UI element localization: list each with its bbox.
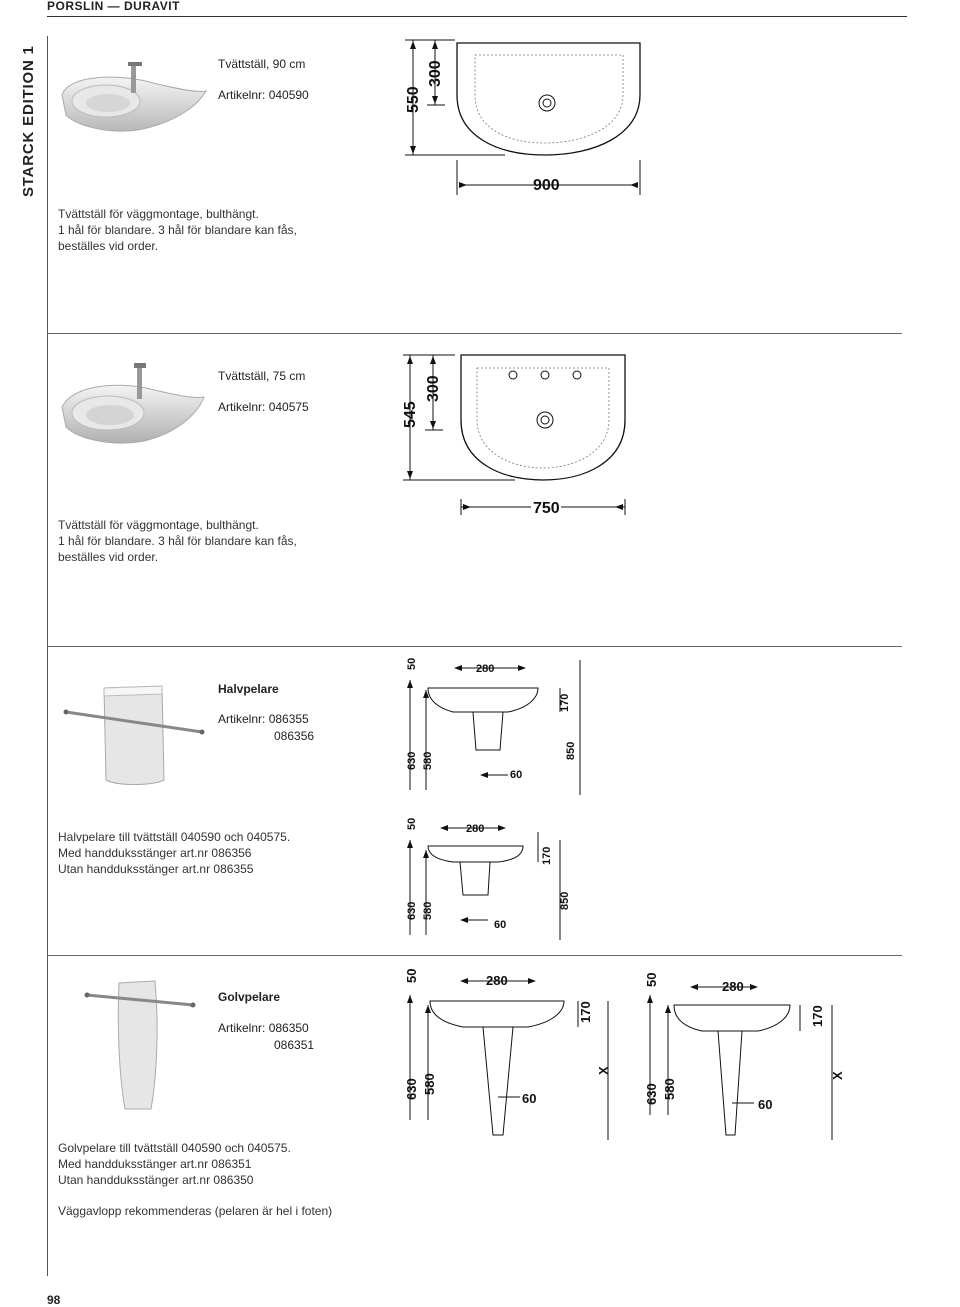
dim-depth: 300 [427,60,444,87]
dim-height: 545 [402,401,419,428]
dim-60: 60 [510,769,523,781]
product-description [58,206,297,254]
dim-x: X [830,1071,845,1080]
floor-pedestal-photo [85,975,195,1115]
dim-top: 50 [404,968,419,983]
artnr-label: Artikelnr: [218,400,266,414]
description-line: Tvättställ för väggmontage, bulthängt. [58,207,259,221]
product-description [58,1140,291,1188]
dim-630: 630 [406,751,418,770]
section-divider [47,646,902,647]
dim-top: 50 [406,817,418,830]
product-artnr [218,1021,309,1035]
washbasin-75-photo [58,355,208,455]
dim-60: 60 [758,1097,773,1112]
artnr-value: 040575 [268,400,309,414]
side-section-title: STARCK EDITION 1 [20,45,37,197]
product-artnr-2: 086351 [274,1038,315,1052]
product-note: Väggavlopp rekommenderas (pelaren är hel i foten) [58,1204,333,1218]
dim-170: 170 [810,1005,825,1027]
description-line: Halvpelare till tvättställ 040590 och 040575. [58,830,291,844]
description-line: Utan handduksstänger art.nr 086350 [58,1173,254,1187]
page-header [47,0,907,17]
header-title: PORSLIN — DURAVIT [47,0,180,13]
section-divider [47,333,902,334]
dim-580: 580 [422,901,434,920]
description-line: 1 hål för blandare. 3 hål för blandare kan fås, [58,223,297,237]
dim-60: 60 [522,1091,537,1106]
dim-630: 630 [644,1083,659,1105]
dim-170: 170 [541,846,553,865]
washbasin-75-width-dim [455,495,635,520]
artnr-value: 040590 [268,88,309,102]
dim-width: 280 [466,823,485,835]
dim-580: 580 [422,1073,437,1095]
product-artnr [218,712,309,726]
product-artnr [218,88,309,102]
floor-pedestal-drawing-b [640,965,855,1145]
half-pedestal-drawing-b [398,810,588,950]
product-title: Golvpelare [218,990,281,1004]
dim-top: 50 [644,972,659,987]
product-artnr-2: 086356 [274,729,315,743]
product-title: Halvpelare [218,682,279,696]
artnr-label: Artikelnr: [218,88,266,102]
dim-x: X [596,1066,611,1075]
dim-60: 60 [494,919,507,931]
section-divider [47,955,902,956]
product-title: Tvättställ, 75 cm [218,369,306,383]
description-line: beställes vid order. [58,550,159,564]
washbasin-90-drawing [395,35,655,205]
dim-580: 580 [422,751,434,770]
dim-630: 630 [404,1078,419,1100]
dim-170: 170 [559,693,571,712]
description-line: Tvättställ för väggmontage, bulthängt. [58,518,259,532]
vertical-divider [47,36,48,1276]
dim-850: 850 [565,741,577,760]
dim-width: 280 [486,973,508,988]
half-pedestal-photo [62,680,207,790]
artnr-value: 086350 [268,1021,309,1035]
description-line: Med handduksstänger art.nr 086351 [58,1157,252,1171]
description-line: 1 hål för blandare. 3 hål för blandare kan fås, [58,534,297,548]
washbasin-90-photo [58,55,208,145]
description-line: beställes vid order. [58,239,159,253]
product-title: Tvättställ, 90 cm [218,57,306,71]
floor-pedestal-drawing-a [398,965,618,1145]
dim-630: 630 [406,901,418,920]
artnr-value: 086355 [268,712,309,726]
dim-width: 280 [476,663,495,675]
dim-width: 750 [533,500,560,517]
dim-depth: 300 [425,375,442,402]
dim-850: 850 [559,891,571,910]
artnr-label: Artikelnr: [218,1021,266,1035]
dim-width: 280 [722,979,744,994]
description-line: Med handduksstänger art.nr 086356 [58,846,252,860]
page-number: 98 [47,1293,61,1307]
product-artnr [218,400,309,414]
dim-width: 900 [533,177,560,194]
description-line: Utan handduksstänger art.nr 086355 [58,862,254,876]
dim-height: 550 [405,86,422,113]
dim-580: 580 [662,1078,677,1100]
product-description [58,829,290,877]
description-line: Golvpelare till tvättställ 040590 och 040575. [58,1141,291,1155]
dim-top: 50 [406,657,418,670]
half-pedestal-drawing-a [398,650,598,800]
dim-170: 170 [578,1001,593,1023]
artnr-label: Artikelnr: [218,712,266,726]
product-description [58,517,297,565]
